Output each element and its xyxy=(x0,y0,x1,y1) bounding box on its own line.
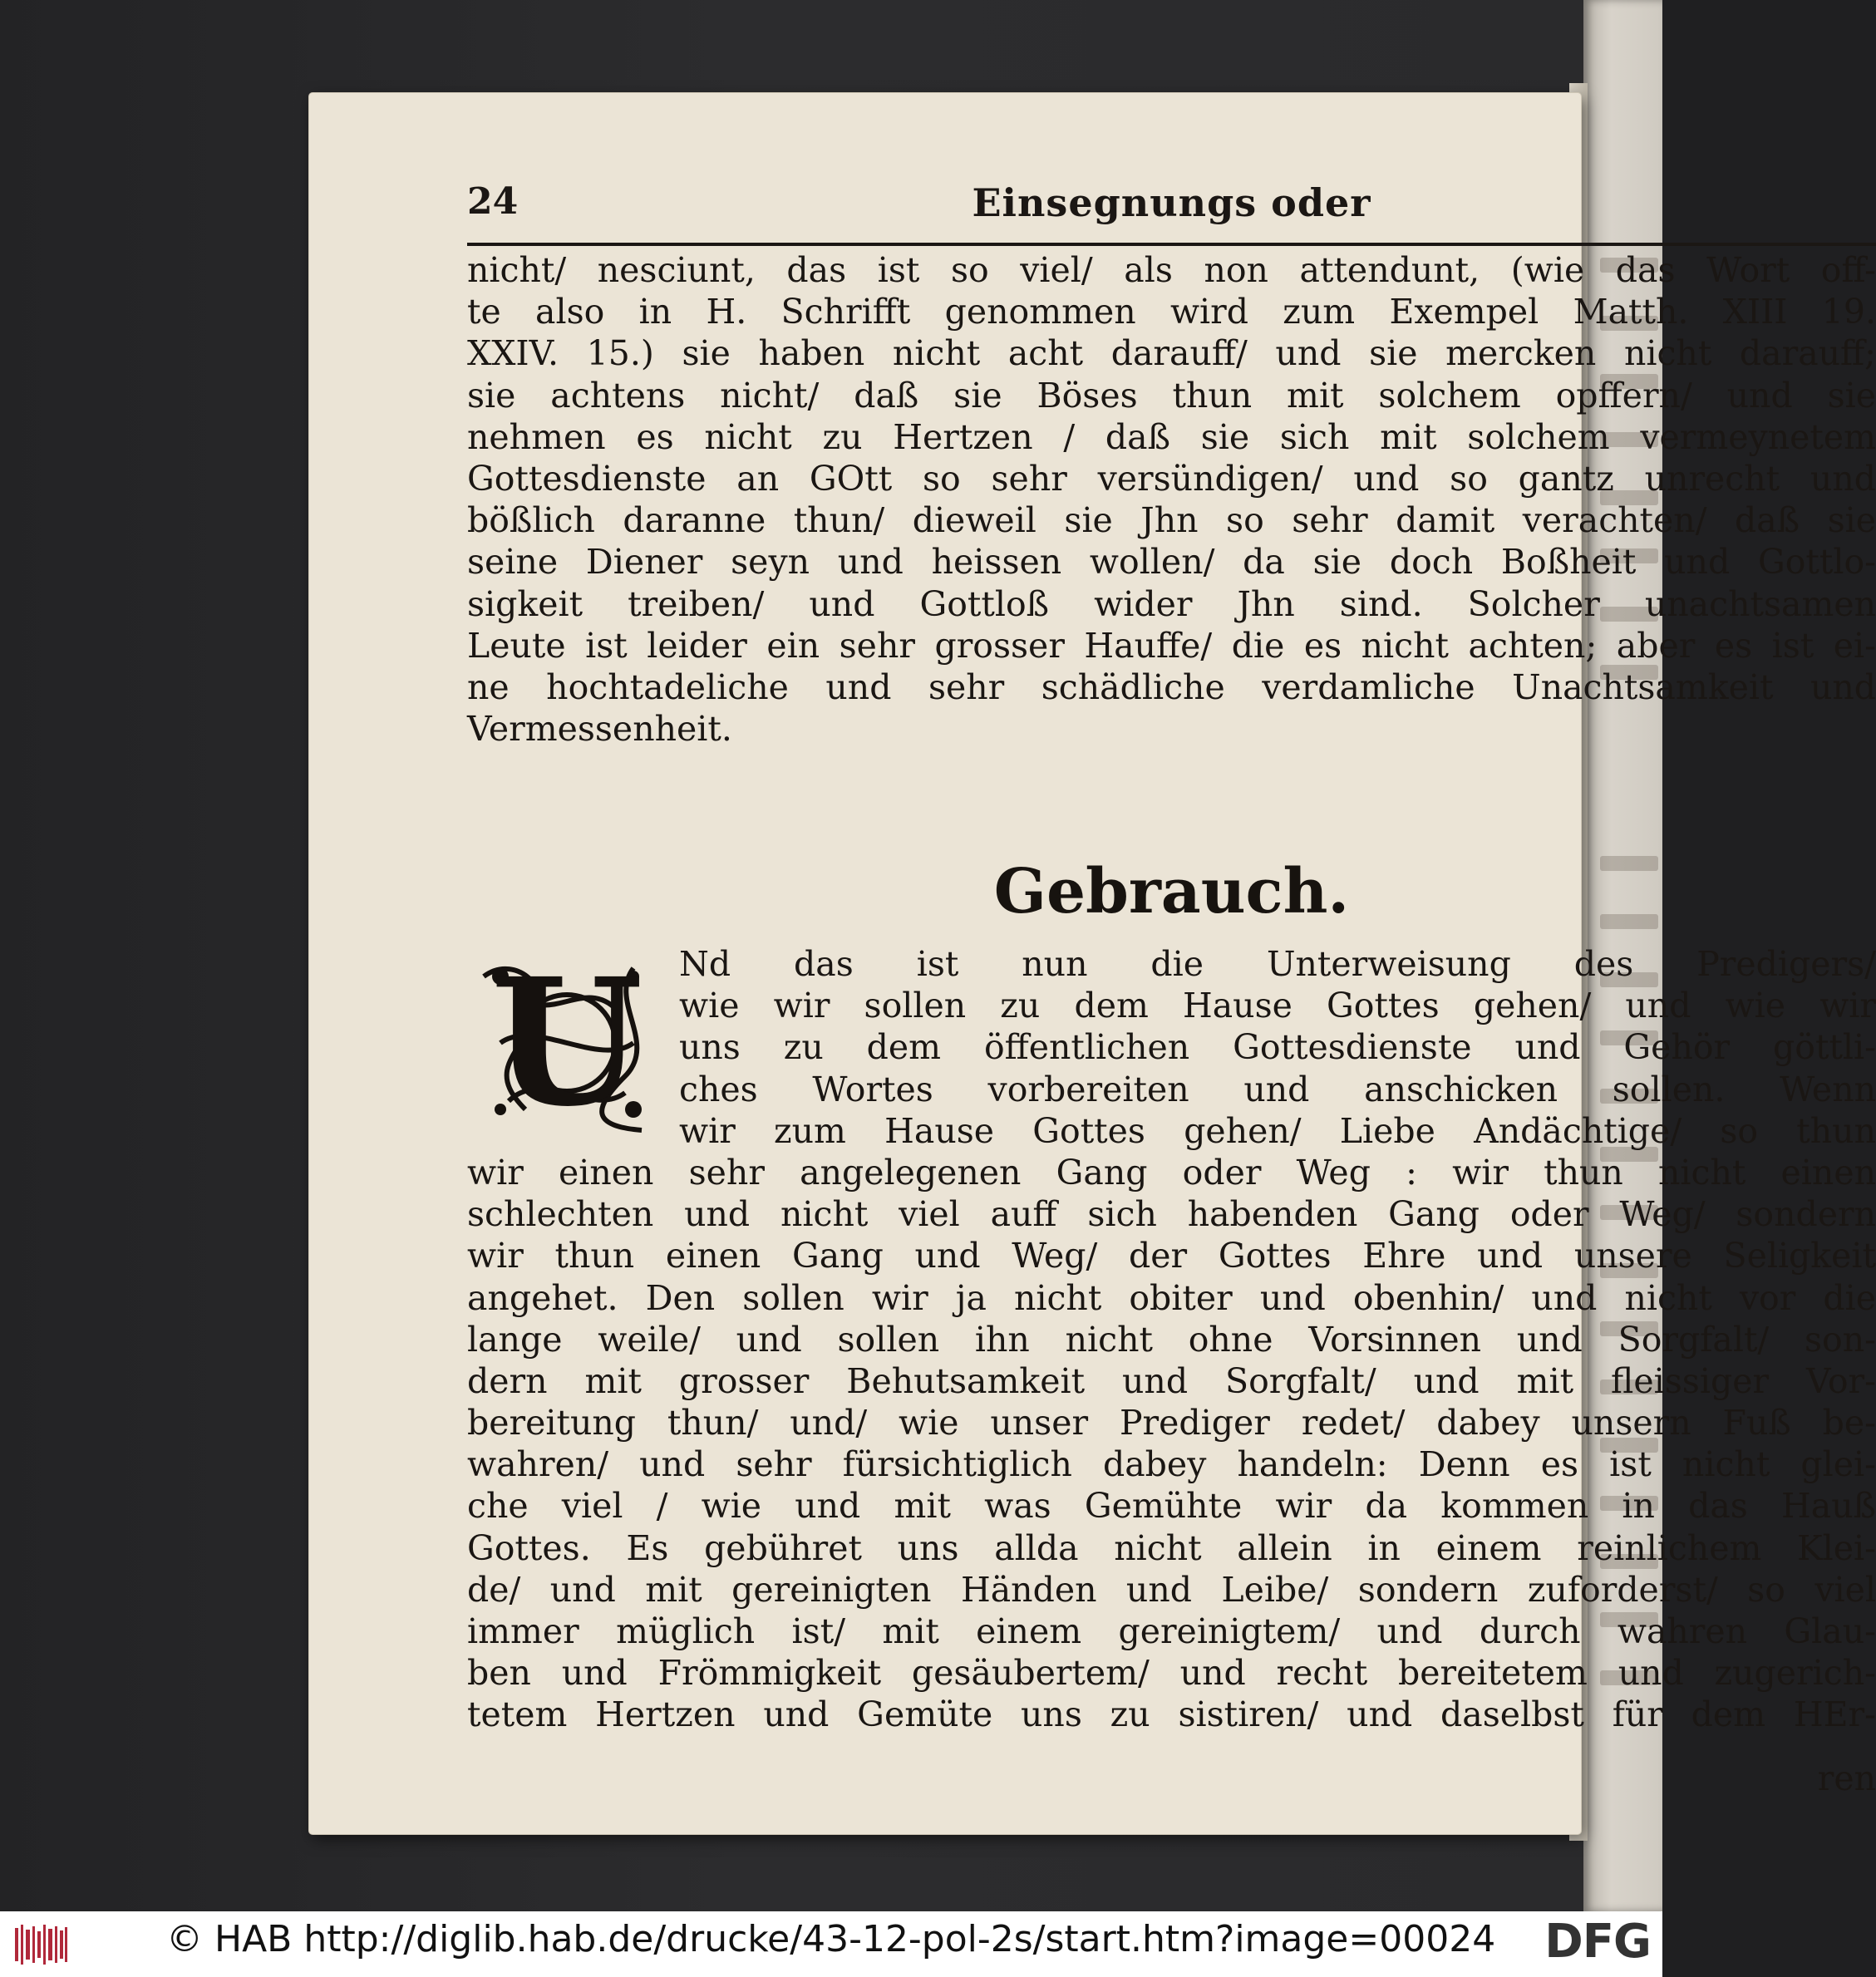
section-heading: Gebrauch. xyxy=(993,856,1350,927)
text-line: angehet. Den sollen wir ja nicht obiter und obenhin/ und nicht vor die xyxy=(467,1277,1876,1318)
text-line: che viel / wie und mit was Gemühte wir da kommen in das Hauß xyxy=(467,1486,1876,1527)
text-line: dern mit grosser Behutsamkeit und Sorgfalt/ und mit fleissiger Vor- xyxy=(467,1360,1876,1401)
text-line: bereitung thun/ und/ wie unser Prediger redet/ dabey unsern Fuß be- xyxy=(467,1403,1876,1443)
paragraph-2 xyxy=(467,940,1876,1736)
barcode-icon xyxy=(15,1925,68,1965)
book-page xyxy=(309,93,1876,1834)
text-line: schlechten und nicht viel auff sich habenden Gang oder Weg/ sondern xyxy=(467,1194,1876,1235)
text-line: Leute ist leider ein sehr grosser Hauffe/ die es nicht achten; aber es ist ei- xyxy=(467,625,1876,666)
text-line: immer müglich ist/ mit einem gereinigtem/ und durch wahren Glau- xyxy=(467,1611,1876,1651)
page-header xyxy=(467,180,1876,240)
dfg-logo: DFG xyxy=(1544,1915,1651,1969)
text-line: Vermessenheit. xyxy=(467,709,732,750)
text-line: te also in H. Schrifft genommen wird zum Exempel Matth. XIII 19. xyxy=(467,292,1876,332)
text-line: wahren/ und sehr fürsichtiglich dabey handeln: Denn es ist nicht glei- xyxy=(467,1444,1876,1485)
text-line: lange weile/ und sollen ihn nicht ohne Vorsinnen und Sorgfalt/ son- xyxy=(467,1319,1876,1360)
text-line: Nd das ist nun die Unterweisung des Predigers/ xyxy=(679,944,1876,984)
text-line: ne hochtadeliche und sehr schädliche verdamliche Unachtsamkeit und xyxy=(467,666,1876,707)
initial-letter: U xyxy=(490,940,643,1145)
text-line: de/ und mit gereinigten Händen und Leibe/ sondern zuforderst/ so viel xyxy=(467,1569,1876,1610)
text-line: sigkeit treiben/ und Gottloß wider Jhn sind. Solcher unachtsamen xyxy=(467,583,1876,624)
text-line: nicht/ nesciunt, das ist so viel/ als non attendunt, (wie das Wort off- xyxy=(467,250,1876,290)
catchword: ren xyxy=(1817,1758,1876,1798)
text-line: nehmen es nicht zu Hertzen / daß sie sich mit solchem vermeynetem xyxy=(467,416,1876,457)
text-line: seine Diener seyn und heissen wollen/ da sie doch Boßheit und Gottlo- xyxy=(467,542,1876,583)
copyright-link[interactable]: © HAB http://diglib.hab.de/drucke/43-12-pol-2s/start.htm?image=00024 xyxy=(166,1918,1496,1960)
viewer-footer xyxy=(0,1911,1662,1977)
header-rule xyxy=(467,243,1876,246)
text-line: Gottes. Es gebühret uns allda nicht allein in einem reinlichem Klei- xyxy=(467,1527,1876,1568)
text-line: wir zum Hause Gottes gehen/ Liebe Andächtige/ so thun xyxy=(679,1110,1876,1151)
text-line: wir einen sehr angelegenen Gang oder Weg : wir thun nicht einen xyxy=(467,1152,1876,1193)
paragraph-1 xyxy=(467,249,1876,750)
text-line: Gottesdienste an GOtt so sehr versündigen/ und so gantz unrecht und xyxy=(467,458,1876,499)
text-line: sie achtens nicht/ daß sie Böses thun mit solchem opffern/ und sie xyxy=(467,375,1876,416)
text-line: wie wir sollen zu dem Hause Gottes gehen/ und wie wir xyxy=(679,986,1876,1026)
text-line: wir thun einen Gang und Weg/ der Gottes Ehre und unsere Seligkeit xyxy=(467,1236,1876,1276)
running-title: Einsegnungs oder xyxy=(972,180,1371,225)
text-line: tetem Hertzen und Gemüte uns zu sistiren/ und daselbst für dem HEr- xyxy=(467,1694,1876,1735)
text-line: ches Wortes vorbereiten und anschicken sollen. Wenn xyxy=(679,1069,1876,1109)
text-line: XXIV. 15.) sie haben nicht acht darauff/ und sie mercken nicht darauff; xyxy=(467,333,1876,374)
text-line: bößlich daranne thun/ dieweil sie Jhn so sehr damit verachten/ daß sie xyxy=(467,500,1876,541)
text-line: uns zu dem öffentlichen Gottesdienste und Gehör göttli- xyxy=(679,1027,1876,1068)
page-number: 24 xyxy=(467,180,519,223)
text-line: ben und Frömmigkeit gesäubertem/ und recht bereitetem und zugerich- xyxy=(467,1653,1876,1694)
